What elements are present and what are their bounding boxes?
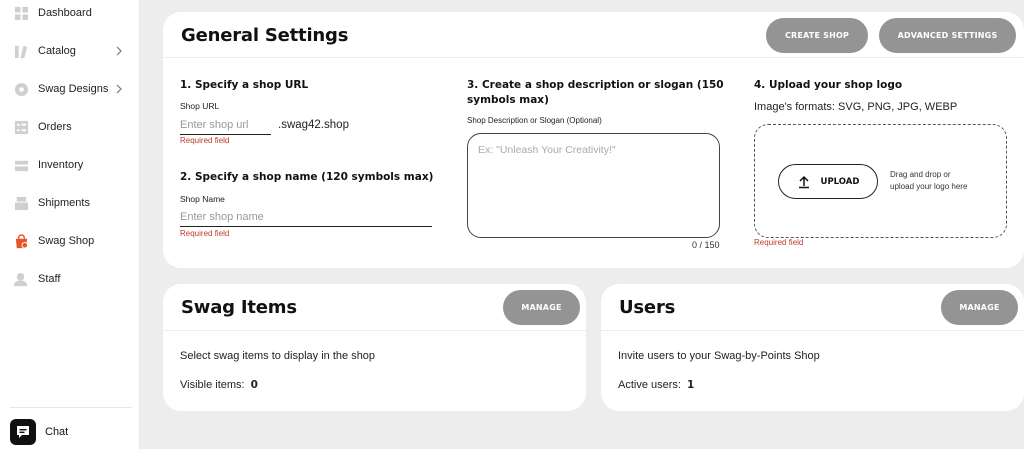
shop-url-label: Shop URL [180,101,220,111]
chevron-right-icon [112,82,126,96]
orders-icon [14,120,29,135]
sidebar-item-label: Swag Shop [38,235,95,247]
shop-name-heading: 2. Specify a shop name (120 symbols max) [180,171,434,183]
general-settings-card [163,12,1024,268]
sidebar-item-label: Dashboard [38,7,92,19]
chevron-right-icon [112,44,126,58]
sidebar-item-label: Catalog [38,45,76,57]
description-label: Shop Description or Slogan (Optional) [467,116,602,125]
users-title: Users [619,297,676,318]
manage-swag-items-button[interactable]: MANAGE [503,290,580,325]
swag-items-card [163,284,586,411]
shop-url-suffix: .swag42.shop [278,119,349,131]
manage-users-button[interactable]: MANAGE [941,290,1018,325]
shop-url-heading: 1. Specify a shop URL [180,79,309,91]
upload-label: UPLOAD [820,176,860,187]
description-counter: 0 / 150 [692,240,720,250]
logo-heading: 4. Upload your shop logo [754,79,903,91]
sidebar-divider [10,407,132,408]
dropzone-hint-line2: upload your logo here [890,182,968,191]
sidebar-item-catalog[interactable] [14,41,126,61]
swag-shop-icon [14,234,29,249]
users-card [601,284,1024,411]
sidebar-item-swag-shop[interactable] [14,231,126,251]
shop-url-input[interactable]: Enter shop url [180,119,271,135]
sidebar-item-orders[interactable] [14,117,126,137]
swag-designs-icon [14,82,29,97]
advanced-settings-button[interactable]: ADVANCED SETTINGS [879,18,1016,53]
active-users-label: Active users: [618,379,681,391]
swag-items-title: Swag Items [181,297,297,318]
sidebar-item-dashboard[interactable] [14,3,126,23]
dropzone-hint [890,169,967,193]
swag-items-description: Select swag items to display in the shop [180,350,376,362]
sidebar-item-swag-designs[interactable] [14,79,126,99]
chat-label: Chat [45,426,69,438]
shop-name-input[interactable]: Enter shop name [180,211,432,227]
shop-url-error: Required field [180,136,230,145]
visible-items-count: 0 [250,379,258,391]
chat-icon [10,419,36,445]
logo-formats: Image's formats: SVG, PNG, JPG, WEBP [754,101,958,113]
sidebar-item-shipments[interactable] [14,193,126,213]
active-users-line [618,379,694,391]
staff-icon [14,272,29,287]
sidebar [0,0,140,449]
sidebar-item-label: Shipments [38,197,90,209]
inventory-icon [14,158,29,173]
logo-dropzone[interactable] [754,124,1007,238]
sidebar-item-label: Swag Designs [38,83,109,95]
visible-items-label: Visible items: [180,379,245,391]
sidebar-item-label: Orders [38,121,72,133]
shipments-icon [14,196,29,211]
shop-name-label: Shop Name [180,194,225,204]
users-description: Invite users to your Swag-by-Points Shop [618,350,820,362]
shop-name-error: Required field [180,229,230,238]
chat-button[interactable] [10,419,68,445]
upload-button[interactable] [778,164,878,199]
description-heading [467,78,724,108]
dashboard-icon [14,6,29,21]
sidebar-item-label: Inventory [38,159,84,171]
sidebar-item-inventory[interactable] [14,155,126,175]
description-textarea[interactable]: Ex: "Unleash Your Creativity!" [467,133,720,238]
sidebar-item-label: Staff [38,273,61,285]
create-shop-button[interactable]: CREATE SHOP [766,18,868,53]
sidebar-item-staff[interactable] [14,269,126,289]
active-users-count: 1 [686,379,695,391]
visible-items-line [180,379,258,391]
logo-error: Required field [754,238,804,247]
dropzone-hint-line1: Drag and drop or [890,170,951,179]
catalog-icon [14,44,29,59]
description-heading-line1: 3. Create a shop description or slogan (150 [467,79,724,91]
page-title: General Settings [181,25,349,46]
upload-icon [797,175,811,189]
description-heading-line2: symbols max) [467,94,549,106]
